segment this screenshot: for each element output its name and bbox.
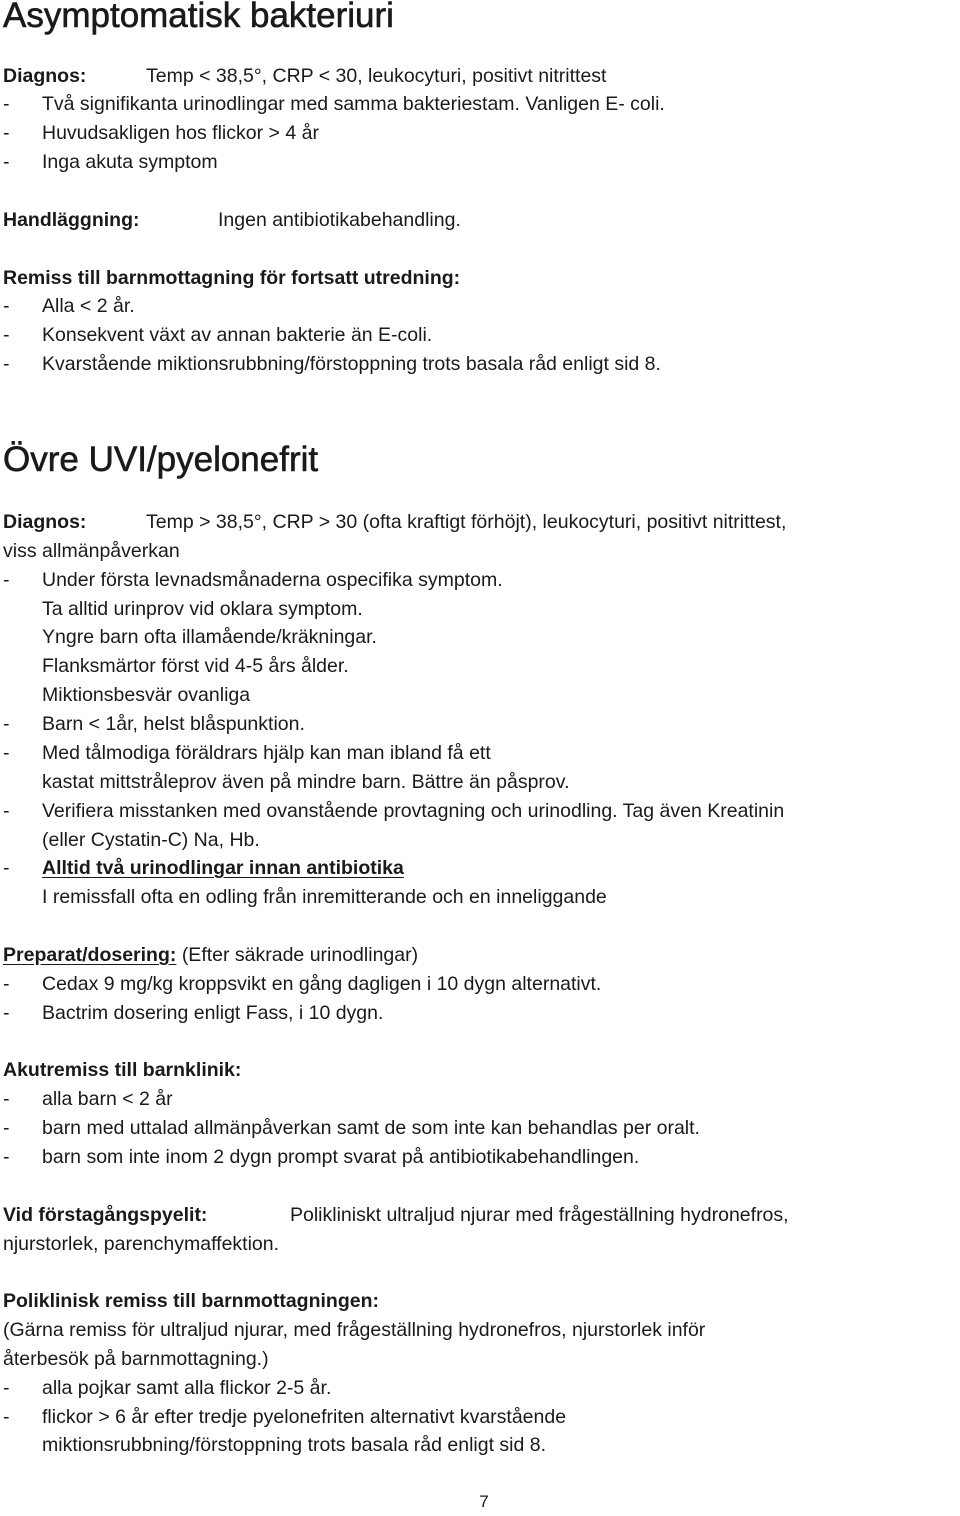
- forstagangspyelit-label: Vid förstagångspyelit:: [3, 1204, 208, 1226]
- diagnos-label: Diagnos:: [3, 511, 87, 533]
- handlaggning-text: Ingen antibiotikabehandling.: [218, 209, 461, 231]
- remiss-heading: Remiss till barnmottagning för fortsatt utredning:: [3, 267, 461, 289]
- forstagangspyelit-text: Polikliniskt ultraljud njurar med frågeställning hydronefros,: [290, 1204, 789, 1226]
- preparat-line: [3, 941, 418, 969]
- diagnos-continuation: viss allmänpåverkan: [3, 540, 180, 562]
- akutremiss-heading: Akutremiss till barnklinik:: [3, 1059, 242, 1081]
- diagnos-text: Temp < 38,5°, CRP < 30, leukocyturi, positivt nitrittest: [146, 65, 607, 87]
- poliklinisk-text: (Gärna remiss för ultraljud njurar, med frågeställning hydronefros, njurstorlek inför: [3, 1319, 706, 1341]
- document-page: Asymptomatisk bakteriuri Diagnos: Temp < 38,5°, CRP < 30, leukocyturi, positivt nitrittest - Två signifikanta urinodlingar med samma bakteriestam. Vanligen E- coli. - Huvudsakligen hos flickor > 4 år - Inga akuta symptom Handläggning: Ingen antibiotikabehandling. Remiss till barnmottagning för fortsatt utredning: - Alla < 2 år. - Konsekvent växt av annan bakterie än E-coli. - Kvarstående miktionsrubbning/förstoppning trots basala råd enligt sid 8. Övre UVI/pyelonefrit Diagnos: Temp > 38,5°, CRP > 30 (ofta kraftigt förhöjt), leukocyturi, positivt nitrittest, viss allmänpåverkan - Under första levnadsmånaderna ospecifika symptom. Ta alltid urinprov vid oklara symptom. Yngre barn ofta illamående/kräkningar. Flanksmärtor först vid 4-5 års ålder. Miktionsbesvär ovanliga - Barn < 1år, helst blåspunktion. - Med tålmodiga föräldrars hjälp kan man ibland få ett kastat mittstråleprov även på mindre barn. Bättre än påsprov. - Verifiera misstanken med ovanstående provtagning och urinodling. Tag även Kreatinin (eller Cystatin-C) Na, Hb. - Alltid två urinodlingar innan antibiotika I remissfall ofta en odling från inremitterande och en inneliggande Preparat/dosering: (Efter säkrade urinodlingar) - Cedax 9 mg/kg kroppsvikt en gång dagligen i 10 dygn alternativt. - Bactrim dosering enligt Fass, i 10 dygn. Akutremiss till barnklinik: - alla barn < 2 år - barn med uttalad allmänpåverkan samt de som inte kan behandlas per oralt. - barn som inte inom 2 dygn prompt svarat på antibiotikabehandlingen. Vid förstagångspyelit: Polikliniskt ultraljud njurar med frågeställning hydronefros, njurstorlek, parenchymaffektion. Poliklinisk remiss till barnmottagningen: (Gärna remiss för ultraljud njurar, med frågeställning hydronefros, njurstorlek inför återbesök på barnmottagning.) - alla pojkar samt alla flickor 2-5 år. - flickor > 6 år efter tredje pyelonefriten alternativt kvarstående miktionsrubbning/förstoppning trots basala råd enligt sid 8. 7: [0, 0, 960, 1509]
- preparat-label: Preparat/dosering:: [3, 944, 177, 966]
- diagnos-text: Temp > 38,5°, CRP > 30 (ofta kraftigt förhöjt), leukocyturi, positivt nitrittest,: [146, 511, 787, 533]
- page-number: 7: [479, 1492, 489, 1511]
- section-title-ovre-uvi: Övre UVI/pyelonefrit: [3, 440, 319, 479]
- preparat-text: (Efter säkrade urinodlingar): [181, 944, 419, 966]
- handlaggning-label: Handläggning:: [3, 209, 140, 231]
- alltid-tva-urinodlingar: Alltid två urinodlingar innan antibiotika: [42, 857, 404, 879]
- section-title-asymptomatisk-bakteriuri: Asymptomatisk bakteriuri: [3, 0, 394, 35]
- forstagangspyelit-continuation: njurstorlek, parenchymaffektion.: [3, 1233, 280, 1255]
- poliklinisk-remiss-heading: Poliklinisk remiss till barnmottagningen:: [3, 1290, 379, 1312]
- diagnos-label: Diagnos:: [3, 65, 87, 87]
- poliklinisk-text: återbesök på barnmottagning.): [3, 1348, 269, 1370]
